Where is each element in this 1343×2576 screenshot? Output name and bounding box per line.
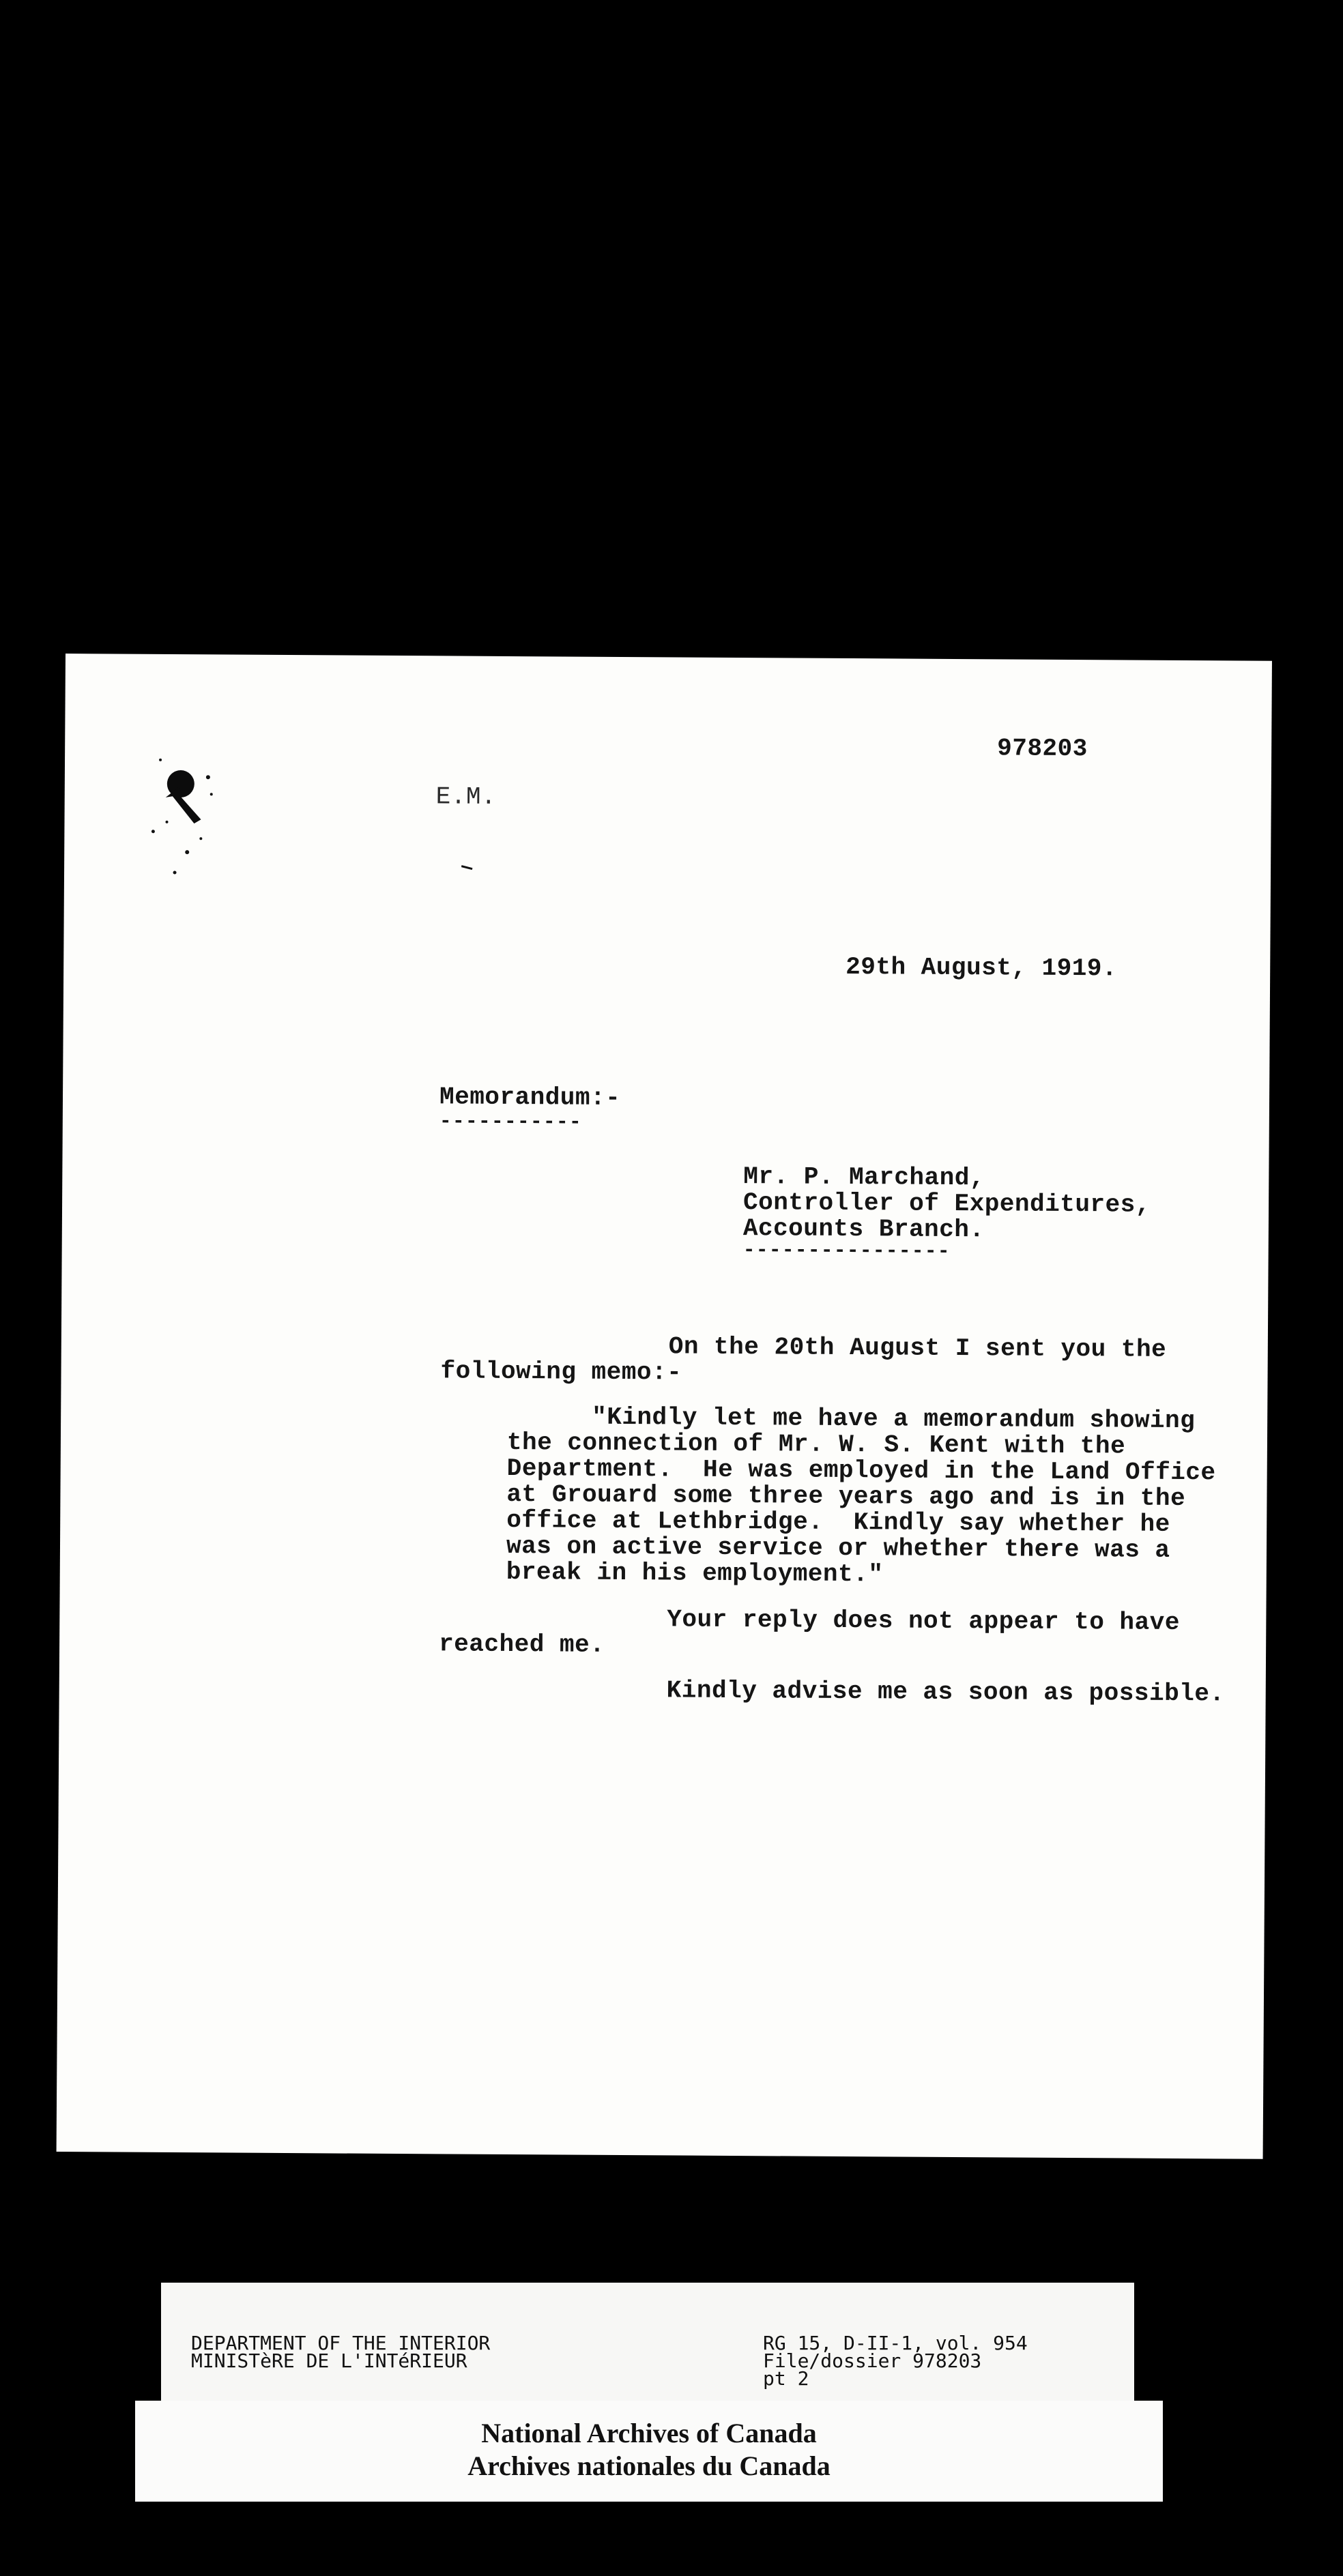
recipient-name: Mr. P. Marchand, bbox=[743, 1162, 985, 1192]
quote-line-3: Department. He was employed in the Land Office bbox=[506, 1454, 1216, 1487]
quote-line-4: at Grouard some three years ago and is in the bbox=[506, 1480, 1186, 1513]
file-dossier-reference: File/dossier 978203 bbox=[763, 2350, 982, 2372]
file-number: 978203 bbox=[997, 734, 1088, 763]
recipient-branch: Accounts Branch. bbox=[742, 1214, 985, 1244]
quote-line-1: "Kindly let me have a memorandum showing bbox=[592, 1403, 1196, 1435]
body-paragraph-1-line-1: On the 20th August I sent you the bbox=[668, 1332, 1167, 1364]
memorandum-page bbox=[57, 654, 1272, 2159]
ink-blot-mark bbox=[146, 757, 222, 894]
archives-banner bbox=[135, 2401, 1163, 2502]
archives-name-fr: Archives nationales du Canada bbox=[467, 2450, 831, 2481]
memo-heading-underline: ----------- bbox=[439, 1110, 582, 1135]
body-paragraph-2-line-1: Your reply does not appear to have bbox=[667, 1605, 1181, 1637]
body-paragraph-3: Kindly advise me as soon as possible. bbox=[666, 1676, 1225, 1708]
department-name-en: DEPARTMENT OF THE INTERIOR bbox=[191, 2332, 491, 2354]
archive-reference-label bbox=[161, 2283, 1134, 2405]
memo-date: 29th August, 1919. bbox=[846, 952, 1118, 983]
department-name-fr: MINISTèRE DE L'INTéRIEUR bbox=[191, 2350, 467, 2372]
quote-line-7: break in his employment." bbox=[506, 1557, 884, 1589]
record-group-reference: RG 15, D-II-1, vol. 954 bbox=[763, 2332, 1028, 2354]
memo-heading: Memorandum:- bbox=[439, 1083, 621, 1112]
body-paragraph-2-line-2: reached me. bbox=[439, 1630, 605, 1659]
quote-line-6: was on active service or whether there was a bbox=[506, 1532, 1170, 1564]
part-reference: pt 2 bbox=[763, 2367, 809, 2390]
quote-line-5: office at Lethbridge. Kindly say whether he bbox=[506, 1506, 1170, 1538]
stray-mark bbox=[461, 864, 475, 871]
recipient-underline: ---------------- bbox=[742, 1239, 951, 1263]
recipient-title: Controller of Expenditures, bbox=[742, 1188, 1151, 1219]
archives-name-en: National Archives of Canada bbox=[481, 2418, 817, 2448]
quote-line-2: the connection of Mr. W. S. Kent with the bbox=[506, 1428, 1126, 1461]
body-paragraph-1-line-2: following memo:- bbox=[440, 1357, 682, 1387]
initials: E.M. bbox=[435, 782, 497, 811]
